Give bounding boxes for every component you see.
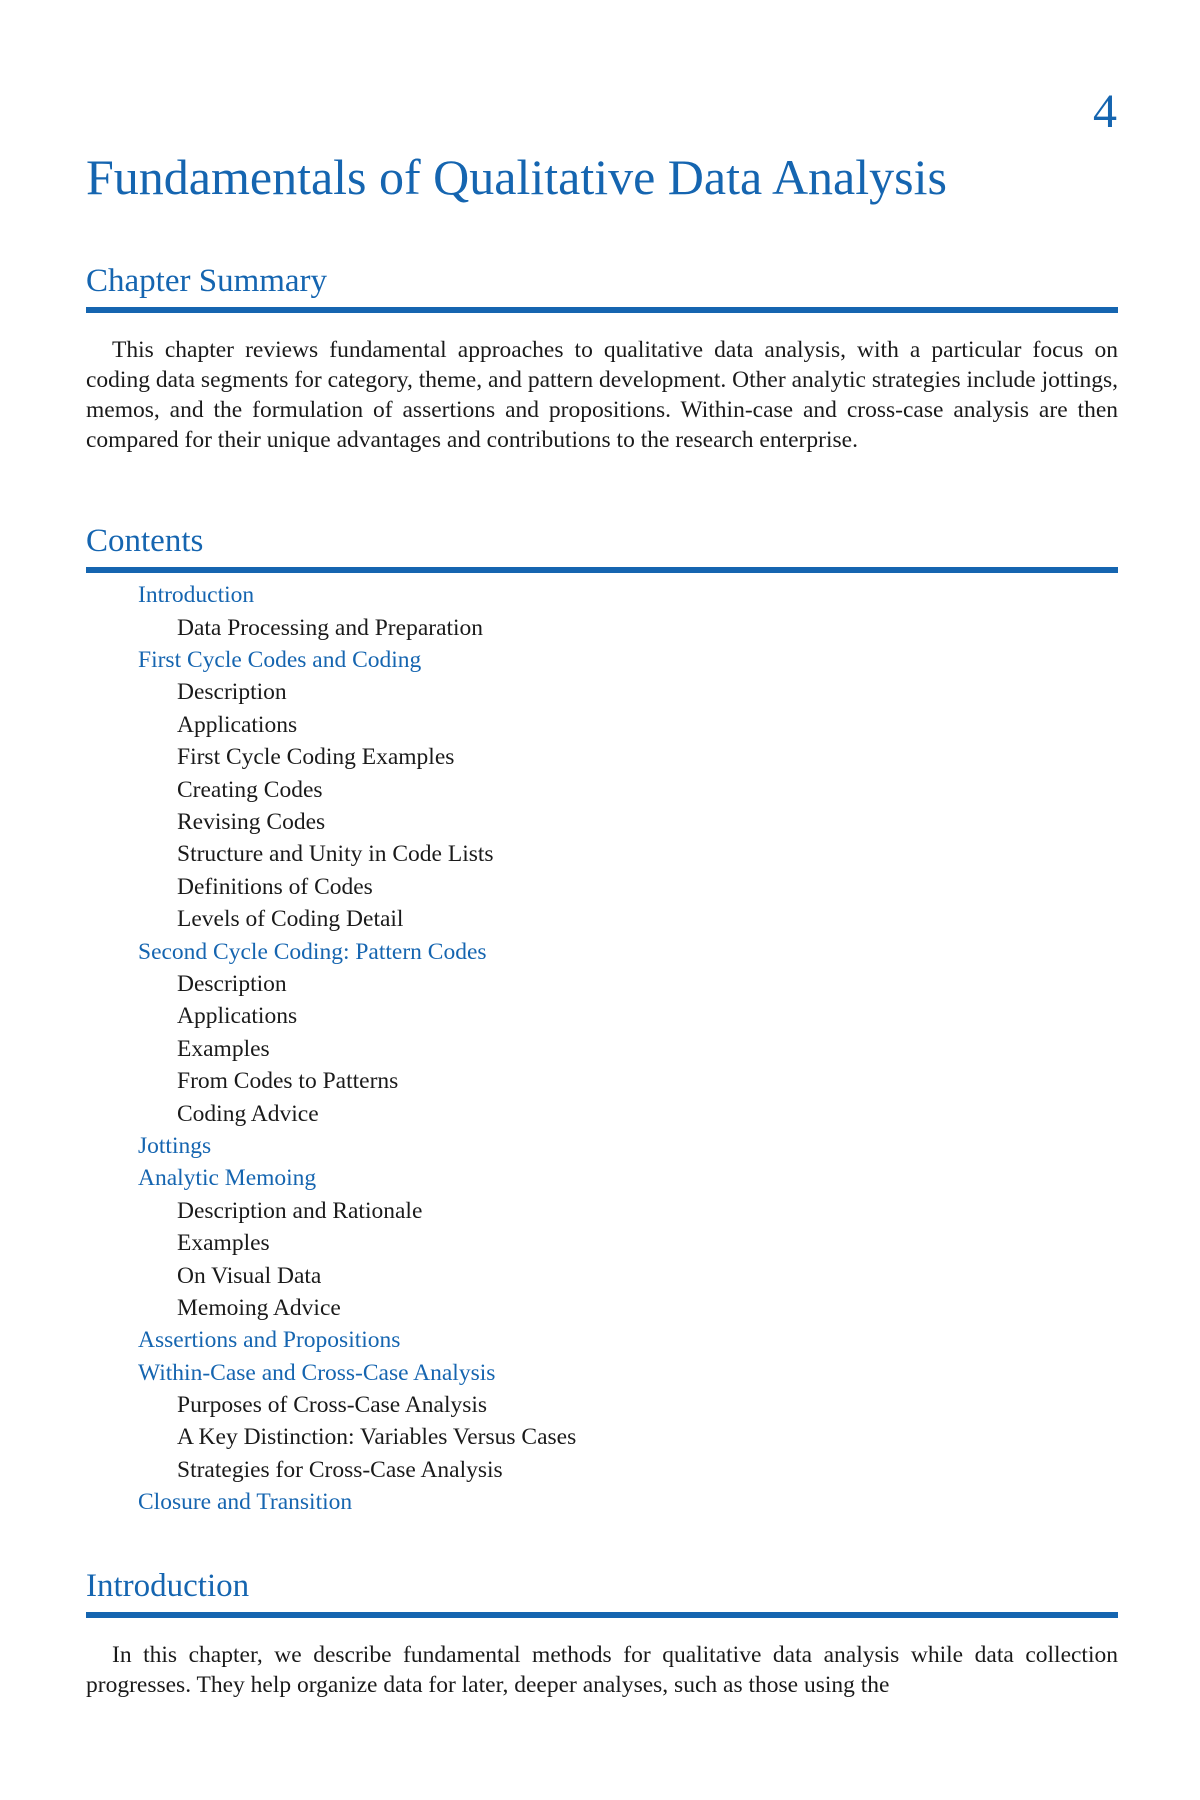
toc-subsection-link[interactable]: Applications bbox=[177, 1003, 298, 1030]
toc-subsection-link[interactable]: Purposes of Cross-Case Analysis bbox=[177, 1392, 488, 1419]
toc-subsection-link[interactable]: Levels of Coding Detail bbox=[177, 906, 404, 933]
toc-subsection-link[interactable]: Coding Advice bbox=[177, 1100, 319, 1127]
toc-subsection-link[interactable]: Memoing Advice bbox=[177, 1294, 341, 1321]
toc-subsection-link[interactable]: Description and Rationale bbox=[177, 1197, 423, 1224]
toc-subsection-link[interactable]: Data Processing and Preparation bbox=[177, 614, 484, 641]
toc-subsection-link[interactable]: Applications bbox=[177, 711, 298, 738]
chapter-summary-text: This chapter reviews fundamental approaches to qualitative data analysis, with a particular focus on coding data segments for category, theme, and pattern development. Other analytic strategies include jottings, memos, and the formulation of assertions and propositions. Within-case and cross-case analysis are then compared for their unique advantages and contributions to the research enterprise. bbox=[86, 337, 1118, 454]
chapter-summary-section bbox=[86, 263, 1118, 455]
chapter-title: Fundamentals of Qualitative Data Analysis bbox=[86, 149, 947, 205]
toc-subsection-link[interactable]: From Codes to Patterns bbox=[177, 1068, 399, 1095]
toc-subsection-link[interactable]: Description bbox=[177, 970, 287, 997]
toc-subsection-link[interactable]: Creating Codes bbox=[177, 776, 323, 803]
toc-section-link[interactable]: Closure and Transition bbox=[138, 1489, 353, 1516]
toc-subsection-link[interactable]: Structure and Unity in Code Lists bbox=[177, 841, 494, 868]
chapter-summary-heading: Chapter Summary bbox=[86, 263, 1118, 313]
toc-subsection-link[interactable]: Strategies for Cross-Case Analysis bbox=[177, 1456, 503, 1483]
table-of-contents bbox=[86, 579, 1118, 1518]
toc-subsection-link[interactable]: Definitions of Codes bbox=[177, 873, 373, 900]
chapter-number: 4 bbox=[1093, 85, 1117, 138]
contents-heading: Contents bbox=[86, 523, 1118, 573]
toc-subsection-link[interactable]: First Cycle Coding Examples bbox=[177, 744, 455, 771]
toc-subsection-link[interactable]: A Key Distinction: Variables Versus Cases bbox=[177, 1424, 577, 1451]
toc-subsection-link[interactable]: Description bbox=[177, 679, 287, 706]
toc-section-link[interactable]: Assertions and Propositions bbox=[138, 1327, 401, 1354]
toc-section-link[interactable]: First Cycle Codes and Coding bbox=[138, 647, 422, 674]
introduction-section bbox=[86, 1568, 1118, 1700]
toc-section-link[interactable]: Jottings bbox=[138, 1132, 212, 1159]
toc-subsection-link[interactable]: Examples bbox=[177, 1035, 270, 1062]
contents-section bbox=[86, 523, 1118, 1519]
introduction-heading: Introduction bbox=[86, 1568, 1118, 1618]
introduction-text: In this chapter, we describe fundamental methods for qualitative data analysis while data collection progresses. They help organize data for later, deeper analyses, such as those using the bbox=[86, 1642, 1118, 1699]
toc-subsection-link[interactable]: Examples bbox=[177, 1230, 270, 1257]
toc-section-link[interactable]: Introduction bbox=[138, 582, 255, 609]
toc-subsection-link[interactable]: On Visual Data bbox=[177, 1262, 322, 1289]
toc-section-link[interactable]: Analytic Memoing bbox=[138, 1165, 317, 1192]
toc-section-link[interactable]: Second Cycle Coding: Pattern Codes bbox=[138, 938, 487, 965]
toc-section-link[interactable]: Within-Case and Cross-Case Analysis bbox=[138, 1359, 496, 1386]
toc-subsection-link[interactable]: Revising Codes bbox=[177, 809, 326, 836]
